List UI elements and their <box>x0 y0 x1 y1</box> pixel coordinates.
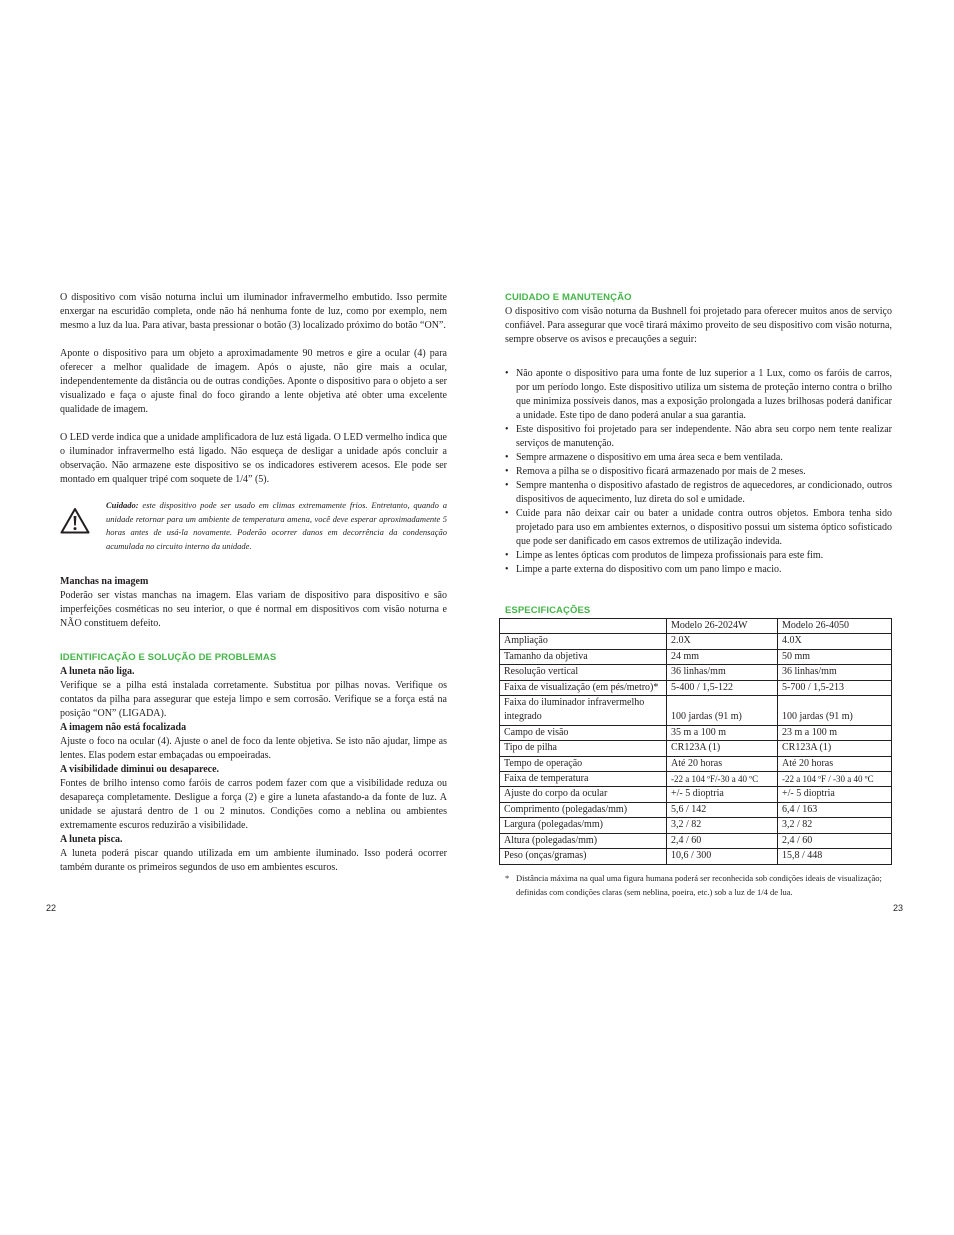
spec-label-cell: Altura (polegadas/mm) <box>500 833 667 848</box>
spec-row <box>500 649 892 664</box>
care-list-item: • Este dispositivo foi projetado para ser independente. Não abra seu corpo nem tente realizar serviços de manutenção. <box>505 423 892 451</box>
footnote <box>505 871 892 899</box>
intro-paragraph-focus: Aponte o dispositivo para um objeto a aproximadamente 90 metros e gire a ocular (4) para oferecer a melhor qualidade de imagem. Após o ajuste, não gire mais a ocular, independentemente da distância ou de outras condições. Aponte o dispositivo para o objeto a ser visualizado e faça o ajuste final do foco girando a lente objetiva até obter uma excelente qualidade de imagem. <box>60 348 447 415</box>
care-list-item: • Sempre armazene o dispositivo em uma área seca e bem ventilada. <box>505 451 892 465</box>
caution-label: Cuidado: <box>106 500 139 510</box>
trouble-title-visibility: A visibilidade diminui ou desaparece. <box>60 764 220 775</box>
spec-label-cell: Ampliação <box>500 634 667 649</box>
intro-paragraph-led: O LED verde indica que a unidade amplificadora de luz está ligada. O LED vermelho indica que o iluminador infravermelho está ligado. Não esqueça de desligar a unidade após concluir a observação. Não armazene este dispositivo se os indicadores estiverem acesos. Ele pode ser montado em qualquer tripé com soquete de 1/4” (5). <box>60 432 447 485</box>
spec-value-cell: Até 20 horas <box>667 756 778 771</box>
spec-value-cell: 50 mm <box>778 649 892 664</box>
spec-label-cell: Largura (polegadas/mm) <box>500 818 667 833</box>
care-heading: CUIDADO E MANUTENÇÃO <box>505 292 632 303</box>
warning-triangle-icon <box>60 499 106 553</box>
care-list-item: • Remova a pilha se o dispositivo ficará armazenado por mais de 2 meses. <box>505 465 892 479</box>
spec-value-cell: 15,8 / 448 <box>778 849 892 864</box>
caution-box <box>60 499 447 553</box>
spec-value-cell: 35 m a 100 m <box>667 725 778 740</box>
spots-title: Manchas na imagem <box>60 576 149 587</box>
spec-label-cell: Tamanho da objetiva <box>500 649 667 664</box>
intro-paragraph-illuminator: O dispositivo com visão noturna inclui um iluminador infravermelho embutido. Isso permite enxergar na escuridão completa, onde não há nenhuma fonte de luz, como por exemplo, nem mesmo a luz da lua. Para ativar, basta pressionar o botão (3) localizado próximo do botão “ON”. <box>60 292 447 331</box>
spec-value-cell: 2,4 / 60 <box>778 833 892 848</box>
trouble-title-no-power: A luneta não liga. <box>60 666 135 677</box>
spec-row <box>500 725 892 740</box>
care-list <box>505 367 892 577</box>
spec-row <box>500 665 892 680</box>
care-list-item: • Sempre mantenha o dispositivo afastado de registros de aquecedores, ar condicionado, outros dispositivos de aquecimento, luz direta do sol e umidade. <box>505 479 892 507</box>
spec-value-cell: CR123A (1) <box>667 741 778 756</box>
spec-value-cell: 2,4 / 60 <box>667 833 778 848</box>
page-number-right: 23 <box>893 903 904 913</box>
trouble-text-visibility: Fontes de brilho intenso como faróis de carros podem fazer com que a visibilidade reduza ou desapareça completamente. Desligue a força (2) e gire a luneta afastando-a da fonte de luz. A unidade se ajustará dentro de 1 ou 2 minutos. Condições como a neblina ou ambientes extremamente escuros reduzirão a visibilidade. <box>60 778 447 831</box>
spec-value-cell: 5,6 / 142 <box>667 802 778 817</box>
spec-value-cell: 3,2 / 82 <box>667 818 778 833</box>
caution-body: este dispositivo pode ser usado em climas extremamente frios. Entretanto, quando a unidade retornar para um ambiente de temperatura amena, você deve esperar aproximadamente 5 horas antes de usá-la novamente. Poderão ocorrer danos em decorrência da condensação acumulada no circuito interno da unidade. <box>106 500 447 551</box>
spec-label-cell: Peso (onças/gramas) <box>500 849 667 864</box>
spec-value-cell: 24 mm <box>667 649 778 664</box>
trouble-text-no-power: Verifique se a pilha está instalada corretamente. Substitua por pilhas novas. Verifique os contatos da pilha para assegurar que esteja limpo e sem corrosão. Verifique se a força está na posição “ON” (LIGADA). <box>60 680 447 719</box>
spec-value-cell: 23 m a 100 m <box>778 725 892 740</box>
spec-row <box>500 833 892 848</box>
spec-value-cell: 36 linhas/mm <box>667 665 778 680</box>
spec-value-cell: +/- 5 dioptria <box>778 787 892 802</box>
spec-value-cell: CR123A (1) <box>778 741 892 756</box>
spec-row <box>500 634 892 649</box>
spec-label-cell: Tipo de pilha <box>500 741 667 756</box>
spec-row <box>500 680 892 695</box>
spec-row <box>500 772 892 787</box>
spec-label-cell: Campo de visão <box>500 725 667 740</box>
troubleshooting-heading: IDENTIFICAÇÃO E SOLUÇÃO DE PROBLEMAS <box>60 652 277 663</box>
right-page-column <box>505 291 892 899</box>
trouble-text-focus: Ajuste o foco na ocular (4). Ajuste o anel de foco da lente objetiva. Se isto não ajudar, limpe as lentes. Elas podem estar embaçadas ou empoeiradas. <box>60 736 447 761</box>
spec-label-cell: Faixa de temperatura <box>500 772 667 787</box>
spec-value-cell: -22 a 104 ºF / -30 a 40 ºC <box>778 772 892 787</box>
spec-row <box>500 741 892 756</box>
spec-row <box>500 696 892 726</box>
spec-header-row <box>500 619 892 634</box>
spec-value-cell: 100 jardas (91 m) <box>667 696 778 726</box>
spec-value-cell: +/- 5 dioptria <box>667 787 778 802</box>
spec-label-cell: Ajuste do corpo da ocular <box>500 787 667 802</box>
spec-value-cell: 3,2 / 82 <box>778 818 892 833</box>
spec-label-cell: Tempo de operação <box>500 756 667 771</box>
spec-value-cell: 2.0X <box>667 634 778 649</box>
spec-value-cell: 36 linhas/mm <box>778 665 892 680</box>
spec-label-cell: Faixa de visualização (em pés/metro)* <box>500 680 667 695</box>
spec-label-cell: Resolução vertical <box>500 665 667 680</box>
care-list-item: • Cuide para não deixar cair ou bater a unidade contra outros objetos. Embora tenha sido projetado para uso em ambientes externos, o dispositivo possui um sistema óptico sofisticado que pode ser danificado em casos extremos de utilização indevida. <box>505 507 892 549</box>
trouble-title-focus: A imagem não está focalizada <box>60 722 187 733</box>
spec-row <box>500 818 892 833</box>
spec-value-cell: Até 20 horas <box>778 756 892 771</box>
care-list-item: • Limpe as lentes ópticas com produtos de limpeza profissionais para este fim. <box>505 549 892 563</box>
spec-label-cell: Faixa do iluminador infravermelho integrado <box>500 696 667 726</box>
spec-value-cell: -22 a 104 ºF/-30 a 40 ºC <box>667 772 778 787</box>
care-intro: O dispositivo com visão noturna da Bushnell foi projetado para oferecer muitos anos de serviço confiável. Para assegurar que você tirará máximo proveito de seu dispositivo com visão noturna, sempre observe os avisos e precauções a seguir: <box>505 306 892 345</box>
spec-row <box>500 849 892 864</box>
spec-value-cell: 5-700 / 1,5-213 <box>778 680 892 695</box>
spec-header-cell: Modelo 26-2024W <box>667 619 778 634</box>
care-list-item: • Limpe a parte externa do dispositivo com um pano limpo e macio. <box>505 563 892 577</box>
specs-heading: ESPECIFICAÇÕES <box>505 605 591 616</box>
trouble-text-blinking: A luneta poderá piscar quando utilizada em um ambiente iluminado. Isso poderá ocorrer também durante os primeiros segundos de uso em ambientes escuros. <box>60 848 447 873</box>
spec-row <box>500 787 892 802</box>
footnote-mark: * <box>505 872 510 883</box>
spec-row <box>500 802 892 817</box>
spec-value-cell: 6,4 / 163 <box>778 802 892 817</box>
care-list-item: • Não aponte o dispositivo para uma fonte de luz superior a 1 Lux, como os faróis de carros, por um período longo. Este dispositivo utiliza um sistema de proteção interno contra o brilho que minimiza possíveis danos, mas a exposição prolongada a luzes brilhosas poderá danificar a unidade. Este tipo de dano poderá anular a sua garantia. <box>505 367 892 423</box>
caution-text <box>106 499 447 553</box>
spec-value-cell: 5-400 / 1,5-122 <box>667 680 778 695</box>
spec-row <box>500 756 892 771</box>
footnote-text: Distância máxima na qual uma figura humana poderá ser reconhecida sob condições ideais de visualização; definidas com condições claras (sem neblina, poeira, etc.) sob a luz de 1/4 de lua. <box>516 872 882 897</box>
page-number-left: 22 <box>46 903 57 913</box>
spec-value-cell: 10,6 / 300 <box>667 849 778 864</box>
spec-value-cell: 100 jardas (91 m) <box>778 696 892 726</box>
spec-value-cell: 4.0X <box>778 634 892 649</box>
spec-label-cell: Comprimento (polegadas/mm) <box>500 802 667 817</box>
specifications-table <box>499 618 892 865</box>
spec-header-cell: Modelo 26-4050 <box>778 619 892 634</box>
trouble-title-blinking: A luneta pisca. <box>60 834 123 845</box>
spec-header-cell <box>500 619 667 634</box>
spots-text: Poderão ser vistas manchas na imagem. Elas variam de dispositivo para dispositivo e são imperfeições cosméticas no seu interior, o que é normal em dispositivos com visão noturna e NÃO constituem defeito. <box>60 590 447 629</box>
left-page-column <box>60 291 447 875</box>
